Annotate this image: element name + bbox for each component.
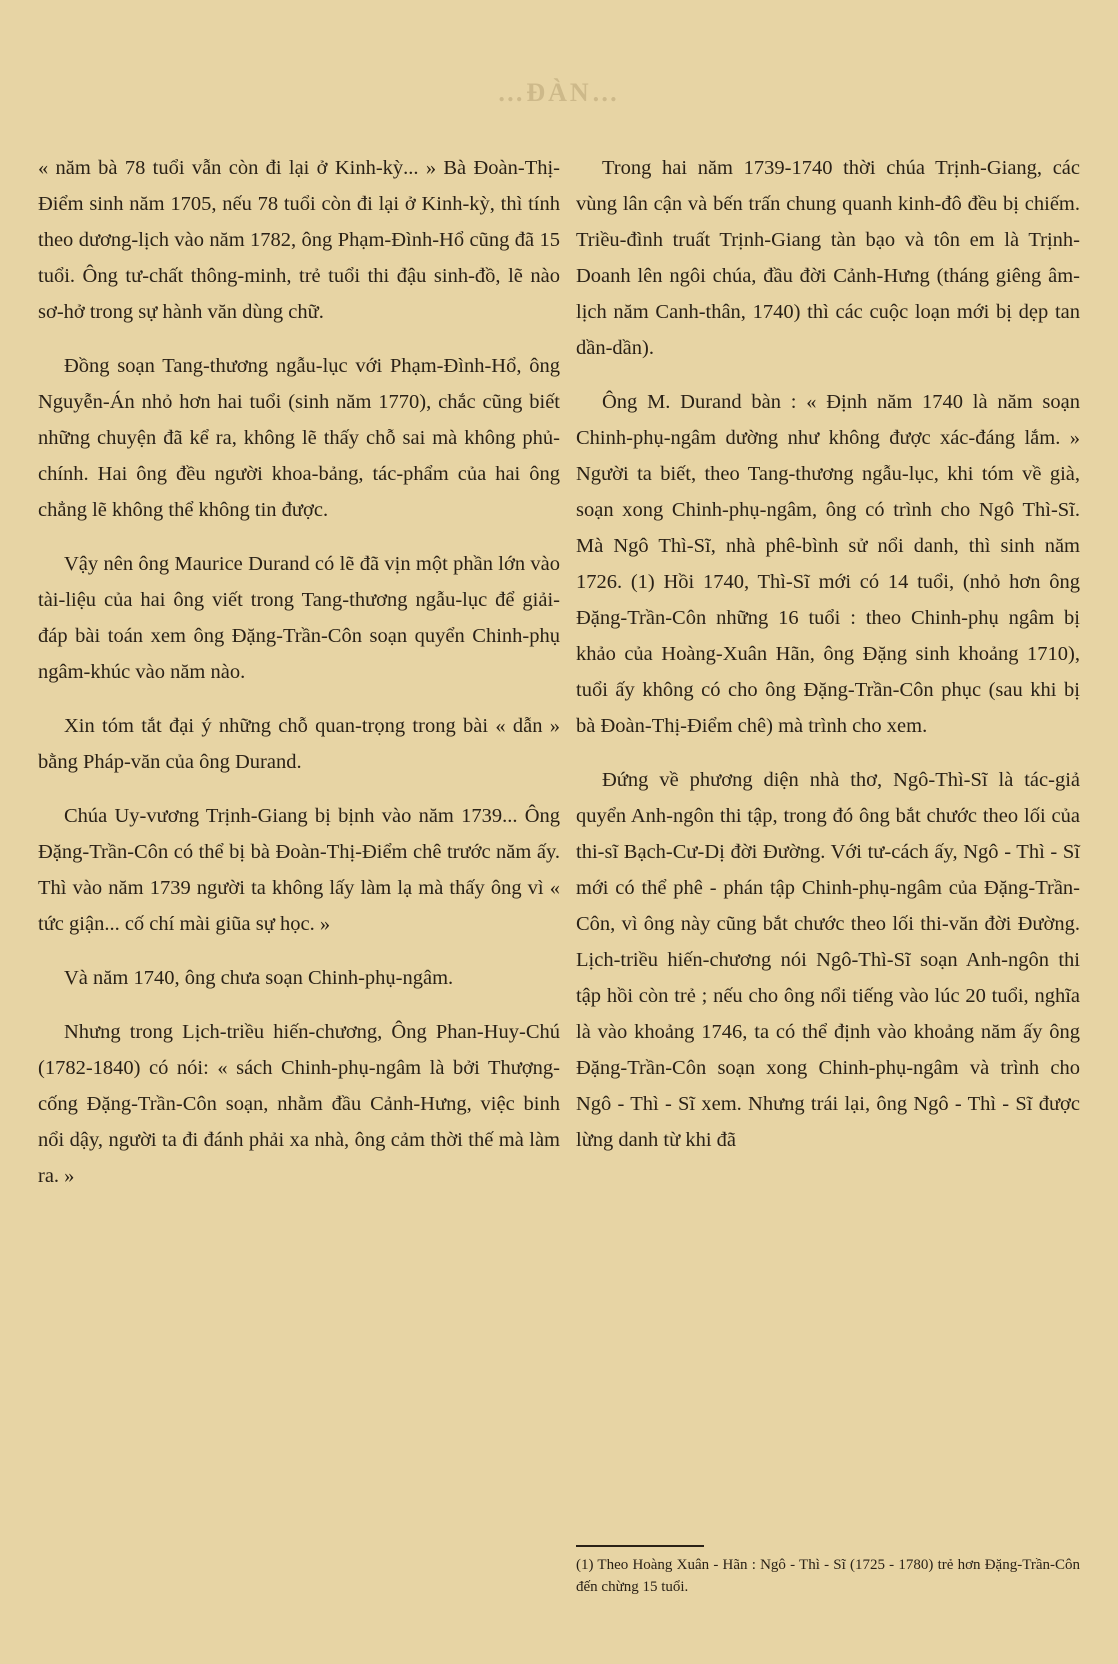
page-header: …ĐÀN… — [497, 78, 621, 107]
paragraph: Vậy nên ông Maurice Durand có lẽ đã vịn một phần lớn vào tài-liệu của hai ông viết trong Tang-thương ngẫu-lục để giải-đáp bài toán xem ông Đặng-Trần-Côn soạn quyển Chinh-phụ ngâm-khúc vào năm nào. — [38, 553, 560, 683]
paragraph: « năm bà 78 tuổi vẫn còn đi lại ở Kinh-kỳ... » Bà Đoàn-Thị-Điểm sinh năm 1705, nếu 78 tuổi còn đi lại ở Kinh-kỳ, thì tính theo dương-lịch vào năm 1782, ông Phạm-Đình-Hổ cũng đã 15 tuổi. Ông tư-chất thông-minh, trẻ tuổi thi đậu sinh-đồ, lẽ nào sơ-hở trong sự hành văn dùng chữ. — [38, 157, 560, 323]
paragraph: Trong hai năm 1739-1740 thời chúa Trịnh-Giang, các vùng lân cận và bến trấn chung quanh kinh-đô đều bị chiếm. Triều-đình truất Trịnh-Giang tàn bạo và tôn em là Trịnh-Doanh lên ngôi chúa, đầu đời Cảnh-Hưng (tháng giêng âm-lịch năm Canh-thân, 1740) thì các cuộc loạn mới bị dẹp tan dần-dần). — [576, 157, 1080, 359]
footnote-rule — [576, 1545, 704, 1547]
right-column — [576, 150, 1080, 1176]
paragraph: Xin tóm tắt đại ý những chỗ quan-trọng trong bài « dẫn » bằng Pháp-văn của ông Durand. — [38, 715, 560, 773]
paragraph: Ông M. Durand bàn : « Định năm 1740 là năm soạn Chinh-phụ-ngâm dường như không được xác-đáng lắm. » Người ta biết, theo Tang-thương ngẫu-lục, khi tóm về già, soạn xong Chinh-phụ-ngâm, ông có trình cho Ngô Thì-Sĩ. Mà Ngô Thì-Sĩ, nhà phê-bình sử nổi danh, thì sinh năm 1726. (1) Hồi 1740, Thì-Sĩ mới có 14 tuổi, (nhỏ hơn ông Đặng-Trần-Côn những 16 tuổi : theo Chinh-phụ ngâm bị khảo của Hoàng-Xuân Hãn, ông Đặng sinh khoảng 1710), tuổi ấy không có cho ông Đặng-Trần-Côn phục (sau khi bị bà Đoàn-Thị-Điểm chê) mà trình cho xem. — [576, 391, 1080, 737]
paragraph: Đồng soạn Tang-thương ngẫu-lục với Phạm-Đình-Hổ, ông Nguyễn-Án nhỏ hơn hai tuổi (sinh năm 1770), chắc cũng biết những chuyện đã kể ra, không lẽ thấy chỗ sai mà không phủ-chính. Hai ông đều người khoa-bảng, tác-phẩm của hai ông chẳng lẽ không thể không tin được. — [38, 355, 560, 521]
paragraph: Chúa Uy-vương Trịnh-Giang bị bịnh vào năm 1739... Ông Đặng-Trần-Côn có thể bị bà Đoàn-Thị-Điểm chê trước năm ấy. Thì vào năm 1739 người ta không lấy làm lạ mà thấy ông vì « tức giận... cố chí mài giũa sự học. » — [38, 805, 560, 935]
paragraph: Và năm 1740, ông chưa soạn Chinh-phụ-ngâm. — [64, 967, 454, 989]
left-column — [38, 150, 560, 1212]
paragraph: Nhưng trong Lịch-triều hiến-chương, Ông Phan-Huy-Chú (1782-1840) có nói: « sách Chinh-phụ-ngâm là bởi Thượng-cống Đặng-Trần-Côn soạn, nhằm đầu Cảnh-Hưng, việc binh nổi dậy, người ta đi đánh phải xa nhà, ông cảm thời thế mà làm ra. » — [38, 1021, 560, 1187]
paragraph: Đứng về phương diện nhà thơ, Ngô-Thì-Sĩ là tác-giả quyển Anh-ngôn thi tập, trong đó ông bắt chước theo lối của thi-sĩ Bạch-Cư-Dị đời Đường. Với tư-cách ấy, Ngô - Thì - Sĩ mới có thể phê - phán tập Chinh-phụ-ngâm của Đặng-Trần-Côn, vì ông này cũng bắt chước theo lối thi-văn đời Đường. Lịch-triều hiến-chương nói Ngô-Thì-Sĩ soạn Anh-ngôn thi tập hồi còn trẻ ; nếu cho ông nổi tiếng vào lúc 20 tuổi, nghĩa là vào khoảng 1746, ta có thể định vào khoảng năm ấy ông Đặng-Trần-Côn soạn xong Chinh-phụ-ngâm và trình cho Ngô - Thì - Sĩ xem. Nhưng trái lại, ông Ngô - Thì - Sĩ được lừng danh từ khi đã — [576, 769, 1080, 1151]
footnote: (1) Theo Hoàng Xuân - Hãn : Ngô - Thì - Sĩ (1725 - 1780) trẻ hơn Đặng-Trần-Côn đến chừng 15 tuổi. — [576, 1557, 1080, 1595]
